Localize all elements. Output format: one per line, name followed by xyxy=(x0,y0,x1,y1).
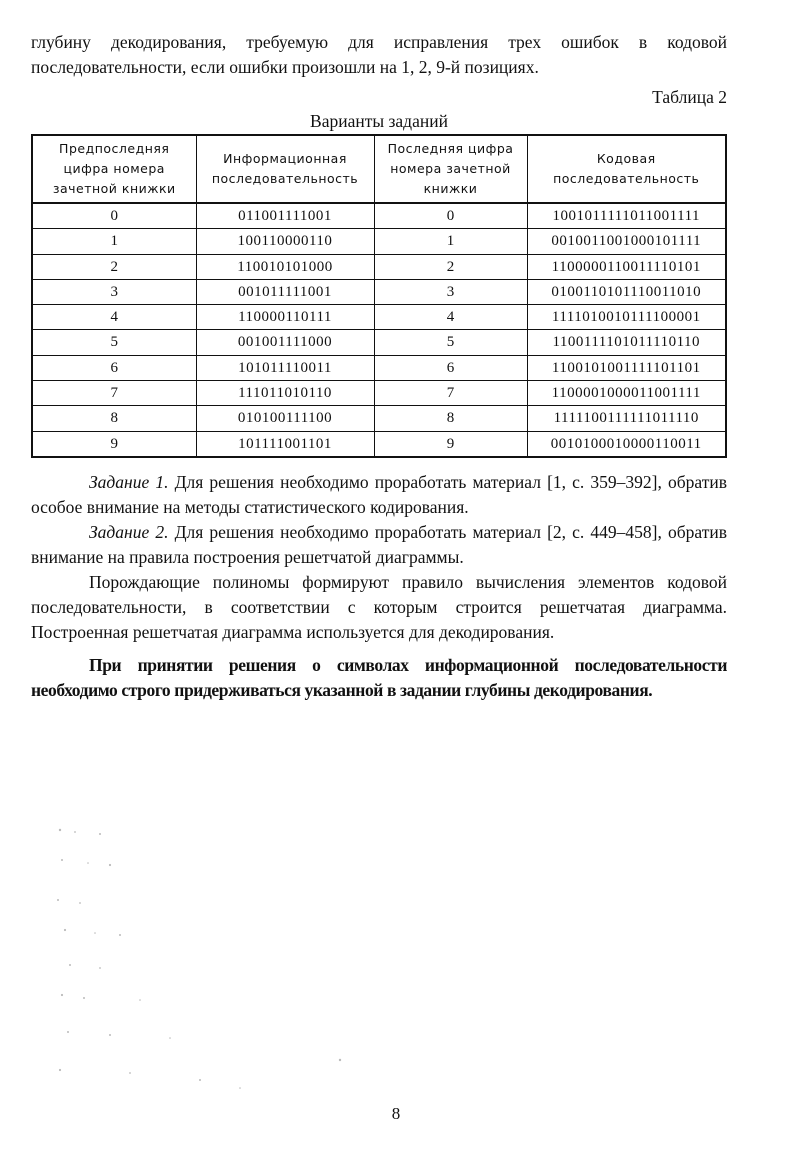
cell-code-sequence: 1100001000011001111 xyxy=(527,381,726,406)
cell-info-sequence: 101111001101 xyxy=(196,431,374,457)
cell-code-sequence: 0010100010000110011 xyxy=(527,431,726,457)
table-row xyxy=(32,431,726,457)
cell-info-sequence: 011001111001 xyxy=(196,203,374,229)
cell-last-digit: 2 xyxy=(374,254,527,279)
task-1-text: Для решения необходимо проработать материал [1, с. 359–392], обратив особое внимание на методы статистического кодирования. xyxy=(31,471,727,517)
cell-info-sequence: 101011110011 xyxy=(196,355,374,380)
page-content xyxy=(31,30,727,703)
cell-last-digit: 7 xyxy=(374,381,527,406)
task-2-paragraph xyxy=(31,520,727,570)
table-row xyxy=(32,203,726,229)
table-row xyxy=(32,355,726,380)
cell-penultimate-digit: 0 xyxy=(32,203,196,229)
intro-line-1: глубину декодирования, требуемую для исправления трех ошибок в кодовой xyxy=(31,32,727,52)
task-2-text: Для решения необходимо проработать материал [2, с. 449–458], обратив внимание на правила построения решетчатой диаграммы. xyxy=(31,521,727,567)
scan-noise-specks xyxy=(40,770,380,1100)
table-row xyxy=(32,305,726,330)
header-penultimate-digit: Предпоследняя цифра номера зачетной книжки xyxy=(32,135,196,203)
cell-code-sequence: 1100111101011110110 xyxy=(527,330,726,355)
cell-code-sequence: 1100101001111101101 xyxy=(527,355,726,380)
cell-last-digit: 9 xyxy=(374,431,527,457)
cell-code-sequence: 1001011111011001111 xyxy=(527,203,726,229)
cell-last-digit: 3 xyxy=(374,279,527,304)
variants-table xyxy=(31,134,727,458)
cell-penultimate-digit: 4 xyxy=(32,305,196,330)
intro-line-2: последовательности, если ошибки произошли на 1, 2, 9-й позициях. xyxy=(31,57,539,77)
cell-penultimate-digit: 1 xyxy=(32,229,196,254)
table-title: Варианты заданий xyxy=(310,111,448,131)
paragraph-polynomials: Порождающие полиномы формируют правило вычисления элементов кодовой последовательности, в соответствии с которым строится решетчатая диаграмма. Построенная решетчатая диаграмма используется для декодирования. xyxy=(31,571,727,642)
cell-info-sequence: 110000110111 xyxy=(196,305,374,330)
cell-last-digit: 0 xyxy=(374,203,527,229)
task-1-label: Задание 1. xyxy=(89,471,169,492)
cell-last-digit: 8 xyxy=(374,406,527,431)
table-row xyxy=(32,381,726,406)
cell-penultimate-digit: 5 xyxy=(32,330,196,355)
header-last-digit: Последняя цифра номера зачетной книжки xyxy=(374,135,527,203)
cell-last-digit: 4 xyxy=(374,305,527,330)
cell-info-sequence: 010100111100 xyxy=(196,406,374,431)
cell-penultimate-digit: 7 xyxy=(32,381,196,406)
cell-penultimate-digit: 2 xyxy=(32,254,196,279)
cell-penultimate-digit: 8 xyxy=(32,406,196,431)
table-label: Таблица 2 xyxy=(652,87,727,107)
cell-code-sequence: 1111100111111011110 xyxy=(527,406,726,431)
cell-code-sequence: 0100110101110011010 xyxy=(527,279,726,304)
cell-code-sequence: 0010011001000101111 xyxy=(527,229,726,254)
task-2-label: Задание 2. xyxy=(89,521,169,542)
cell-penultimate-digit: 3 xyxy=(32,279,196,304)
cell-last-digit: 5 xyxy=(374,330,527,355)
cell-code-sequence: 1100000110011110101 xyxy=(527,254,726,279)
table-row xyxy=(32,330,726,355)
table-row xyxy=(32,254,726,279)
page-number: 8 xyxy=(391,1104,401,1123)
table-row xyxy=(32,229,726,254)
cell-penultimate-digit: 9 xyxy=(32,431,196,457)
cell-penultimate-digit: 6 xyxy=(32,355,196,380)
header-info-sequence: Информационная последовательность xyxy=(196,135,374,203)
table-row xyxy=(32,279,726,304)
cell-info-sequence: 100110000110 xyxy=(196,229,374,254)
cell-last-digit: 6 xyxy=(374,355,527,380)
table-body xyxy=(32,203,726,457)
header-code-sequence: Кодовая последовательность xyxy=(527,135,726,203)
table-row xyxy=(32,406,726,431)
task-1-paragraph xyxy=(31,470,727,520)
cell-info-sequence: 111011010110 xyxy=(196,381,374,406)
cell-info-sequence: 001001111000 xyxy=(196,330,374,355)
cell-code-sequence: 1111010010111100001 xyxy=(527,305,726,330)
table-header-row xyxy=(32,135,726,203)
cell-info-sequence: 001011111001 xyxy=(196,279,374,304)
paragraph-decision-rule: При принятии решения о символах информационной последовательности необходимо строго придерживаться указанной в задании глубины декодирования. xyxy=(31,654,727,700)
cell-info-sequence: 110010101000 xyxy=(196,254,374,279)
cell-last-digit: 1 xyxy=(374,229,527,254)
